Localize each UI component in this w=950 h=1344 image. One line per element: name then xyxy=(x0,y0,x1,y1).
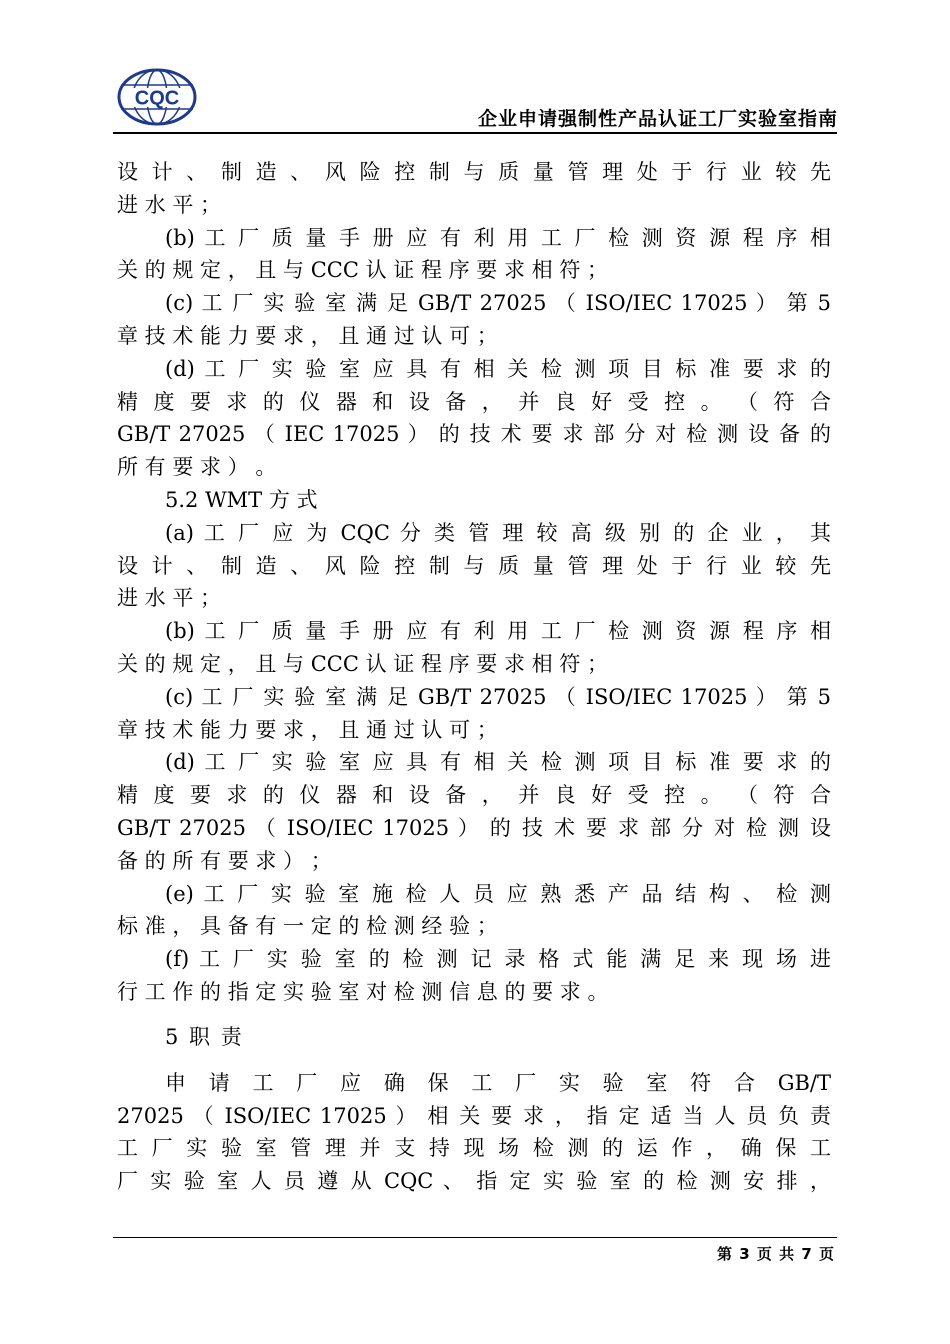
document-title: 企业申请强制性产品认证工厂实验室指南 xyxy=(477,108,838,130)
text-line: (c) 工 厂 实 验 室 满 足 GB/T 27025 （ ISO/IEC 17025 ） 第 5 xyxy=(165,684,831,709)
text-line: 所 有 要 求 ） 。 xyxy=(117,455,277,480)
document-body xyxy=(117,156,831,1198)
text-line: 设 计 、 制 造 、 风 险 控 制 与 质 量 管 理 处 于 行 业 较 先 xyxy=(117,553,831,578)
text-line: GB/T 27025 （ IEC 17025 ） 的 技 术 要 求 部 分 对 检 测 设 备 的 xyxy=(117,422,831,447)
footer-divider xyxy=(113,1237,837,1238)
logo-text: CQC xyxy=(134,87,180,110)
header-divider xyxy=(113,132,837,134)
text-line: (b) 工 厂 质 量 手 册 应 有 利 用 工 厂 检 测 资 源 程 序 相 xyxy=(165,619,831,644)
text-line: (b) 工 厂 质 量 手 册 应 有 利 用 工 厂 检 测 资 源 程 序 相 xyxy=(165,225,831,250)
text-line: (e) 工 厂 实 验 室 施 检 人 员 应 熟 悉 产 品 结 构 、 检 测 xyxy=(165,881,831,906)
text-line: 精 度 要 求 的 仪 器 和 设 备 ， 并 良 好 受 控 。 （ 符 合 xyxy=(117,783,831,808)
text-line: 关 的 规 定 ， 且 与 CCC 认 证 程 序 要 求 相 符 ； xyxy=(117,258,609,283)
paragraph-lines xyxy=(117,156,831,1009)
text-line: (c) 工 厂 实 验 室 满 足 GB/T 27025 （ ISO/IEC 17025 ） 第 5 xyxy=(165,291,831,316)
text-line: (f) 工 厂 实 验 室 的 检 测 记 录 格 式 能 满 足 来 现 场 进 xyxy=(165,947,831,972)
text-line: 章 技 术 能 力 要 求 ， 且 通 过 认 可 ； xyxy=(117,717,498,742)
text-line: 章 技 术 能 力 要 求 ， 且 通 过 认 可 ； xyxy=(117,323,498,348)
text-line: 5.2 WMT 方 式 xyxy=(165,487,318,512)
text-line: 进 水 平 ； xyxy=(117,192,222,217)
text-line: 备 的 所 有 要 求 ） ； xyxy=(117,848,332,873)
text-line: 设 计 、 制 造 、 风 险 控 制 与 质 量 管 理 处 于 行 业 较 先 xyxy=(117,160,831,184)
section-heading: 5 职 责 xyxy=(165,1024,244,1049)
text-line: (a) 工 厂 应 为 CQC 分 类 管 理 较 高 级 别 的 企 业 ， 其 xyxy=(165,520,831,545)
section-paragraph xyxy=(117,1067,831,1198)
cqc-logo xyxy=(117,68,197,126)
text-line: 进 水 平 ； xyxy=(117,586,222,611)
text-line: (d) 工 厂 实 验 室 应 具 有 相 关 检 测 项 目 标 准 要 求 的 xyxy=(165,750,831,775)
text-line: (d) 工 厂 实 验 室 应 具 有 相 关 检 测 项 目 标 准 要 求 的 xyxy=(165,356,831,381)
text-line: 标 准 ， 具 备 有 一 定 的 检 测 经 验 ； xyxy=(117,914,498,939)
text-line: 精 度 要 求 的 仪 器 和 设 备 ， 并 良 好 受 控 。 （ 符 合 xyxy=(117,389,831,414)
text-line: 工 厂 实 验 室 管 理 并 支 持 现 场 检 测 的 运 作 ， 确 保 工 xyxy=(117,1136,831,1161)
text-line: 申 请 工 厂 应 确 保 工 厂 实 验 室 符 合 GB/T xyxy=(165,1070,831,1095)
text-line: 厂 实 验 室 人 员 遵 从 CQC 、 指 定 实 验 室 的 检 测 安 排 ， xyxy=(117,1169,831,1194)
text-line: 行 工 作 的 指 定 实 验 室 对 检 测 信 息 的 要 求 。 xyxy=(117,979,609,1004)
text-line: 关 的 规 定 ， 且 与 CCC 认 证 程 序 要 求 相 符 ； xyxy=(117,651,609,676)
page-number: 第 3 页 共 7 页 xyxy=(717,1245,835,1263)
text-line: GB/T 27025 （ ISO/IEC 17025 ） 的 技 术 要 求 部 分 对 检 测 设 xyxy=(117,815,831,840)
text-line: 27025 （ ISO/IEC 17025 ） 相 关 要 求 ， 指 定 适 当 人 员 负 责 xyxy=(117,1103,831,1128)
